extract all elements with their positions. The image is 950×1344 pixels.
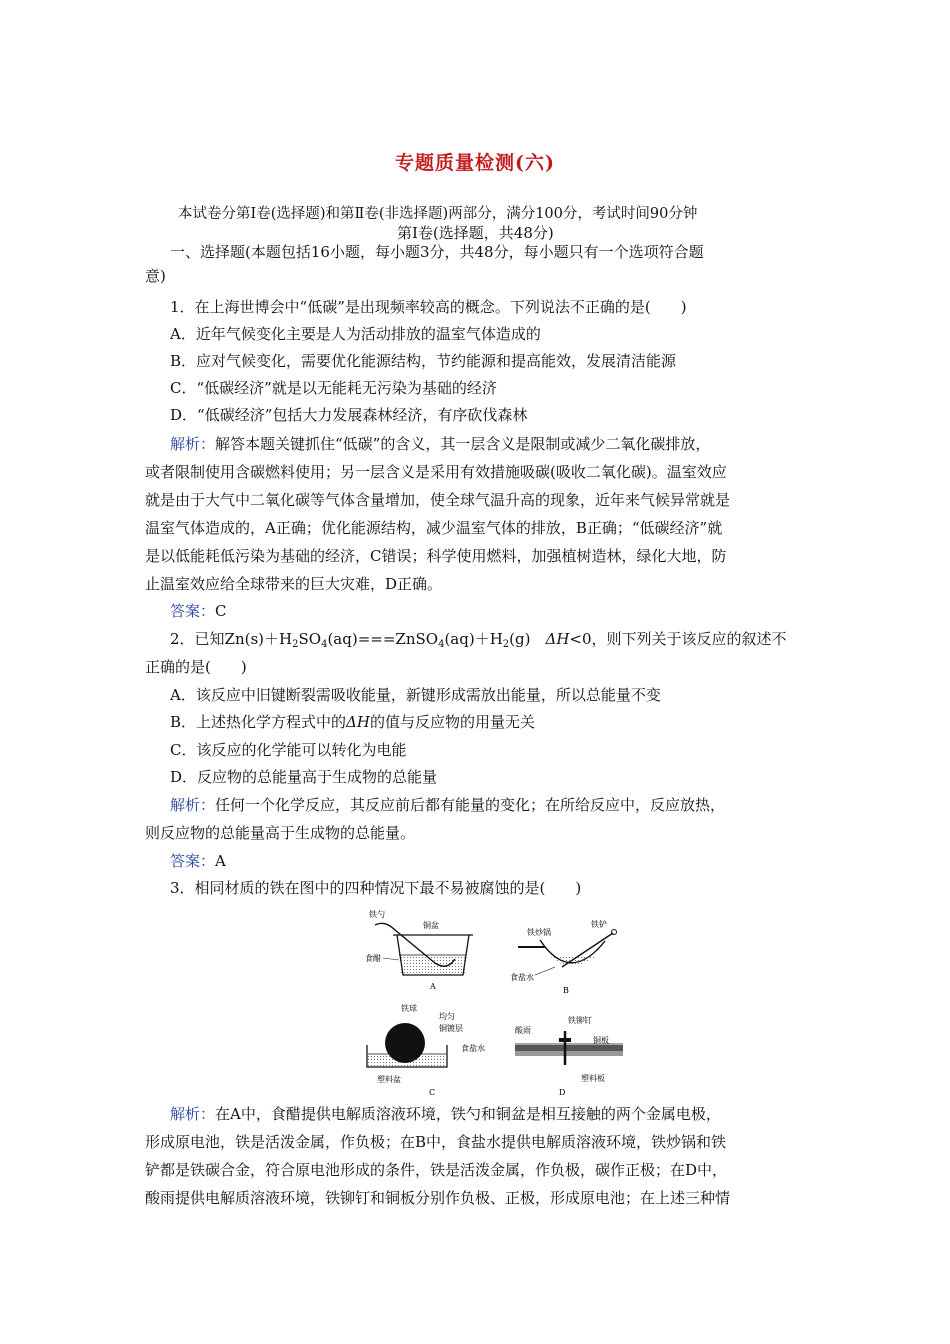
q1-option-a: A．近年气候变化主要是人为活动排放的温室气体造成的 [170,325,541,343]
svg-text:食醋: 食醋 [365,954,381,963]
answer-label: 答案： [170,852,216,870]
analysis-label: 解析： [170,796,216,814]
svg-text:食盐水: 食盐水 [461,1044,485,1053]
corrosion-figure [355,905,635,1095]
svg-text:A: A [430,982,436,991]
svg-text:铁炒锅: 铁炒锅 [527,928,551,937]
q1-stem: 1．在上海世博会中“低碳”是出现频率较高的概念。下列说法不正确的是( ) [170,298,687,316]
svg-text:铜板: 铜板 [593,1036,609,1045]
svg-text:均匀: 均匀 [439,1012,455,1021]
figure-b [510,919,617,995]
q1-analysis: 解析：解答本题关键抓住“低碳”的含义，其一层含义是限制或减少二氧化碳排放， [170,435,711,453]
figure-d [515,1015,623,1095]
q2-option-d: D．反应物的总能量高于生成物的总能量 [170,768,438,786]
q3-analysis: 解析：在A中，食醋提供电解质溶液环境，铁勺和铜盆是相互接触的两个金属电极， [170,1105,721,1123]
q2-option-c: C．该反应的化学能可以转化为电能 [170,741,407,759]
q3-analysis-line: 酸雨提供电解质溶液环境，铁铆钉和铜板分别作负极、正极，形成原电池；在上述三种情 [145,1189,731,1207]
q1-option-c: C．“低碳经济”就是以无能耗无污染为基础的经济 [170,379,497,397]
q3-analysis-line: 形成原电池，铁是活泼金属，作负极；在B中，食盐水提供电解质溶液环境，铁炒锅和铁 [145,1133,727,1151]
q1-option-b: B．应对气候变化，需要优化能源结构，节约能源和提高能效，发展清洁能源 [170,352,677,370]
svg-text:铁勺: 铁勺 [369,910,385,919]
q1-analysis-line: 温室气体造成的，A正确；优化能源结构，减少温室气体的排放，B正确；“低碳经济”就 [145,519,723,537]
q2-answer: 答案：A [170,852,226,870]
svg-text:C: C [429,1088,436,1095]
svg-text:铁铆钉: 铁铆钉 [568,1016,592,1025]
svg-text:食盐水: 食盐水 [510,973,534,982]
q1-analysis-line: 或者限制使用含碳燃料使用；另一层含义是采用有效措施吸碳(吸收二氧化碳)。温室效应 [145,463,727,481]
figure-a [365,909,473,991]
section-heading: 一、选择题(本题包括16小题，每小题3分，共48分，每小题只有一个选项符合题 [170,243,704,261]
q2-analysis-line: 则反应物的总能量高于生成物的总能量。 [145,824,416,842]
page-title: 专题质量检测(六) [395,152,555,174]
q2-analysis: 解析：任何一个化学反应，其反应前后都有能量的变化；在所给反应中，反应放热， [170,796,726,814]
q3-stem: 3．相同材质的铁在图中的四种情况下最不易被腐蚀的是( ) [170,879,582,897]
q2-option-b: B．上述热化学方程式中的ΔH的值与反应物的用量无关 [170,713,535,731]
answer-label: 答案： [170,602,216,620]
svg-text:铜盆: 铜盆 [423,921,439,930]
svg-text:D: D [559,1088,566,1095]
q1-option-d: D．“低碳经济”包括大力发展森林经济，有序砍伐森林 [170,406,528,424]
svg-text:塑料盆: 塑料盆 [377,1075,401,1084]
analysis-label: 解析： [170,435,216,453]
analysis-label: 解析： [170,1105,216,1123]
svg-text:铁球: 铁球 [401,1004,417,1013]
q1-answer: 答案：C [170,602,227,620]
svg-text:B: B [563,986,569,995]
q3-analysis-line: 铲都是铁碳合金，符合原电池形成的条件，铁是活泼金属，作负极，碳作正极；在D中， [145,1161,728,1179]
q1-analysis-line: 就是由于大气中二氧化碳等气体含量增加，使全球气温升高的现象，近年来气候异常就是 [145,491,731,509]
part-heading: 第Ⅰ卷(选择题，共48分) [397,224,554,242]
q2-stem-cont: 正确的是( ) [145,658,247,676]
q1-analysis-line: 是以低能耗低污染为基础的经济，C错误；科学使用燃料，加强植树造林，绿化大地，防 [145,547,727,565]
svg-text:铁铲: 铁铲 [591,920,607,929]
figure-c [367,1003,485,1095]
exam-intro: 本试卷分第Ⅰ卷(选择题)和第Ⅱ卷(非选择题)两部分，满分100分，考试时间90分钟 [178,206,698,222]
q1-analysis-line: 止温室效应给全球带来的巨大灾难，D正确。 [145,575,443,593]
svg-text:酸雨: 酸雨 [515,1026,531,1035]
svg-text:塑料板: 塑料板 [581,1074,605,1083]
section-heading-cont: 意) [145,267,166,285]
svg-text:铜镀层: 铜镀层 [439,1024,463,1033]
q2-option-a: A．该反应中旧键断裂需吸收能量，新键形成需放出能量，所以总能量不变 [170,686,661,704]
q2-stem: 2．已知$Zn(s)+H_2SO_4(aq)===ZnSO_4(aq)+H_2(g)$ ΔH<0，则下列关于该反应的叙述不 [170,630,787,650]
